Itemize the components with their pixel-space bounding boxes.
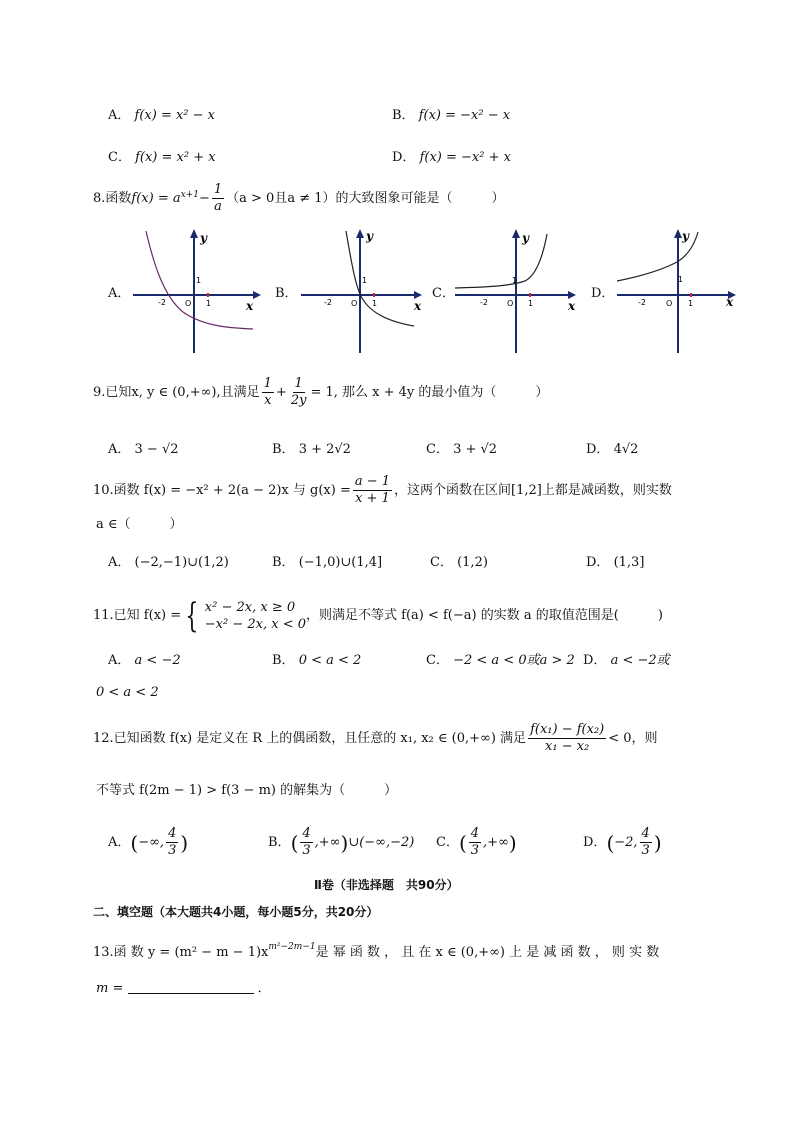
q12-frac-num: f(x₁) − f(x₂) — [530, 722, 605, 737]
q9-option-a-label: A． — [108, 442, 131, 457]
y-axis-arrow-icon — [674, 229, 682, 238]
q7-option-d — [392, 149, 511, 167]
q11-option-d — [583, 652, 670, 670]
q8-graph-a — [128, 226, 268, 356]
q13-stem — [93, 944, 659, 962]
frac-den: 3 — [168, 843, 177, 858]
q12-option-b: B． ( $\frac{4}{3}$ ,+∞ ) ∪(−∞,−2) — [268, 826, 415, 858]
curve-c — [455, 234, 547, 288]
q8-exponent: x+1 — [180, 190, 199, 200]
q10-option-c-value: (1,2) — [457, 555, 488, 570]
q8-minus: − — [198, 190, 210, 206]
frac-num: 4 — [168, 826, 177, 841]
q11-option-b-label: B． — [272, 653, 295, 668]
q10-option-b-value: (−1,0)∪(1,4] — [298, 555, 383, 570]
q11-case-1: x² − 2x, x ≥ 0 — [204, 600, 296, 615]
q12-option-a-frac — [166, 826, 178, 859]
q8-fraction — [212, 182, 224, 215]
y-label: y — [682, 229, 689, 243]
q12-frac-den: x₁ − x₂ — [545, 739, 590, 754]
y-axis-arrow-icon — [190, 229, 198, 238]
frac-den: 3 — [302, 843, 311, 858]
q13-suffix: 是 幂 函 数 ， 且 在 x ∈ (0,+∞) 上 是 减 函 数 ， 则 实 数 — [315, 945, 660, 960]
q12-option-d-frac — [640, 826, 652, 859]
tick-y1: 1 — [678, 275, 684, 284]
q12-option-b-frac — [300, 826, 312, 859]
q12-option-a-pre: −∞, — [138, 834, 165, 850]
tick-1: 1 — [528, 299, 534, 308]
tick-neg2: -2 — [324, 298, 332, 307]
q11-suffix: ，则满足不等式 f(a) < f(−a) 的实数 a 的取值范围是( ) — [306, 608, 663, 623]
q10-option-a — [108, 554, 229, 572]
q11-stem — [93, 596, 663, 636]
q9-frac1-den: x — [264, 393, 272, 408]
tick-1: 1 — [372, 299, 378, 308]
q12-option-c-frac — [469, 826, 481, 859]
q9-frac-1 — [262, 376, 274, 409]
frac-den: 3 — [641, 843, 650, 858]
q7-option-a — [108, 107, 215, 125]
x-axis-arrow-icon — [414, 291, 422, 299]
x-axis-arrow-icon — [568, 291, 576, 299]
q7-option-b-expr: f(x) = −x² − x — [418, 108, 511, 123]
x-label: x — [414, 299, 422, 313]
q11-option-d-label: D． — [583, 653, 607, 668]
tick-1: 1 — [206, 299, 212, 308]
q12-option-c: C． ( $\frac{4}{3}$ ,+∞ ) — [436, 826, 517, 858]
curve-b — [346, 231, 414, 326]
q12-option-b-post: ,+∞ — [314, 834, 341, 850]
q9-frac2-num: 1 — [294, 376, 303, 391]
y-label: y — [366, 229, 373, 243]
q9-option-b — [272, 441, 351, 459]
q13-exponent: m²−2m−1 — [268, 942, 316, 952]
frac-den: 3 — [470, 843, 480, 858]
q8-frac-num: 1 — [213, 182, 223, 197]
q12-suffix: < 0，则 — [608, 730, 658, 746]
q10-option-a-value: (−2,−1)∪(1,2) — [134, 555, 229, 570]
q10-frac-den: x + 1 — [355, 491, 390, 506]
tick-neg2: -2 — [158, 298, 166, 307]
q12-prefix: 12.已知函数 f(x) 是定义在 R 上的偶函数，且任意的 x₁, x₂ ∈ (0,+∞) 满足 — [93, 730, 527, 746]
q10-fraction — [353, 474, 392, 507]
q8-graph-c-label: C． — [432, 286, 455, 301]
q12-option-a-label: A． — [108, 834, 131, 850]
q10-line2: a ∈（ ） — [96, 517, 183, 532]
q11-piecewise — [181, 596, 306, 636]
q10-option-d — [586, 554, 644, 572]
q12-option-a: A． ( −∞, $\frac{4}{3}$ ) — [108, 826, 189, 858]
q13-answer-blank[interactable] — [128, 979, 254, 994]
q10-prefix: 10.函数 f(x) = −x² + 2(a − 2)x 与 g(x) = — [93, 482, 351, 498]
q9-option-d-value: 4√2 — [613, 442, 639, 457]
q9-option-d-label: D． — [586, 442, 610, 457]
q7-option-c-expr: f(x) = x² + x — [135, 150, 216, 165]
q8-graph-c — [450, 226, 590, 356]
y-label: y — [200, 231, 207, 245]
q10-frac-num: a − 1 — [354, 474, 391, 489]
y-axis-arrow-icon — [512, 229, 520, 238]
frac-num: 4 — [470, 826, 480, 841]
q7-option-c — [108, 149, 216, 167]
x-label: x — [246, 299, 254, 313]
q8-condition: （a > 0且a ≠ 1）的大致图象可能是（ ） — [226, 190, 505, 206]
q9-frac1-num: 1 — [263, 376, 272, 391]
q8-graph-d-label: D． — [591, 286, 615, 301]
q12-option-d-pre: −2, — [614, 834, 638, 850]
left-brace-icon: { — [185, 596, 199, 636]
q9-option-c-label: C． — [426, 442, 449, 457]
y-label: y — [522, 231, 529, 245]
q11-option-b — [272, 652, 361, 670]
q12-fraction — [528, 722, 606, 755]
q9-suffix: = 1, 那么 x + 4y 的最小值为（ ） — [310, 384, 549, 400]
q8-frac-den: a — [214, 199, 222, 214]
q11-option-a-label: A． — [108, 653, 131, 668]
tick-y1: 1 — [512, 276, 518, 285]
q9-option-d — [586, 441, 638, 459]
q7-option-d-expr: f(x) = −x² + x — [419, 150, 511, 165]
q9-frac2-den: 2y — [290, 393, 307, 408]
y-axis-arrow-icon — [356, 229, 364, 238]
tick-neg2: -2 — [638, 298, 646, 307]
q9-option-a-value: 3 − √2 — [134, 442, 179, 457]
x-axis-arrow-icon — [253, 291, 261, 299]
q11-option-d-value: a < −2或 — [610, 653, 670, 668]
q10-option-d-label: D． — [586, 555, 610, 570]
q11-option-a-value: a < −2 — [134, 653, 181, 668]
origin-label: O — [185, 299, 192, 308]
q10-suffix: ，这两个函数在区间[1,2]上都是减函数，则实数 — [394, 482, 672, 498]
q11-option-c-label: C． — [426, 653, 449, 668]
origin-label: O — [666, 299, 673, 308]
q11-case-2: −x² − 2x, x < 0 — [204, 617, 306, 632]
q9-frac-2 — [289, 376, 309, 409]
part2-title: Ⅱ卷（非选择题 共90分） — [314, 878, 459, 892]
x-label: x — [568, 299, 576, 313]
q11-option-b-value: 0 < a < 2 — [298, 653, 362, 668]
q8-stem — [93, 182, 505, 215]
q8-graph-b — [296, 226, 436, 356]
q12-option-c-label: C． — [436, 834, 459, 850]
q13-end: ． — [257, 981, 271, 996]
q9-option-a — [108, 441, 179, 459]
q8-graph-b-label: B． — [275, 286, 298, 301]
q10-option-d-value: (1,3] — [613, 555, 645, 570]
q9-stem — [93, 376, 548, 409]
q11-option-c — [426, 652, 575, 670]
q9-plus: + — [275, 384, 287, 400]
q7-option-b-label: B． — [392, 108, 415, 123]
q9-option-b-value: 3 + 2√2 — [298, 442, 351, 457]
q10-option-c-label: C． — [430, 555, 453, 570]
q7-option-d-label: D． — [392, 150, 416, 165]
q9-prefix: 9.已知x, y ∈ (0,+∞),且满足 — [93, 384, 260, 400]
q11-option-a — [108, 652, 181, 670]
q7-option-a-expr: f(x) = x² − x — [134, 108, 216, 123]
frac-num: 4 — [302, 826, 311, 841]
q10-option-c — [430, 554, 488, 572]
q7-option-c-label: C． — [108, 150, 131, 165]
q11-option-c-value: −2 < a < 0或a > 2 — [453, 653, 575, 668]
q8-graph-d — [612, 226, 742, 356]
q12-option-b-union: ∪(−∞,−2) — [348, 834, 415, 850]
q13-answer-line — [96, 979, 271, 998]
tick-neg2: -2 — [480, 298, 488, 307]
q8-expr-lhs: f(x) = a — [131, 190, 181, 206]
q12-option-b-label: B． — [268, 834, 291, 850]
q13-line2: m = — [96, 981, 124, 996]
x-label: x — [726, 295, 734, 309]
tick-y1: 1 — [362, 276, 368, 285]
q12-stem — [93, 722, 658, 755]
q9-option-c-value: 3 + √2 — [453, 442, 498, 457]
tick-y1: 1 — [196, 276, 202, 285]
q11-option-d-continued: 0 < a < 2 — [96, 685, 159, 700]
q10-option-b-label: B． — [272, 555, 295, 570]
tick-1: 1 — [688, 299, 694, 308]
q10-stem — [93, 474, 672, 507]
part2-section-heading: 二、填空题（本大题共4小题，每小题5分，共20分） — [93, 905, 379, 919]
q8-graph-a-label: A． — [108, 286, 131, 301]
q10-option-b — [272, 554, 382, 572]
q10-option-a-label: A． — [108, 555, 131, 570]
q13-prefix: 13.函 数 y = (m² − m − 1)x — [93, 945, 269, 960]
q8-prefix: 8.函数 — [93, 190, 132, 206]
q9-option-c — [426, 441, 497, 459]
q12-line2: 不等式 f(2m − 1) > f(3 − m) 的解集为（ ） — [96, 783, 398, 798]
q12-option-c-post: ,+∞ — [483, 834, 509, 850]
q11-prefix: 11.已知 f(x) = — [93, 608, 182, 623]
q7-option-a-label: A． — [108, 108, 131, 123]
origin-label: O — [507, 299, 514, 308]
q12-option-d: D． ( −2, $\frac{4}{3}$ ) — [583, 826, 662, 858]
q7-option-b — [392, 107, 510, 125]
origin-label: O — [351, 299, 358, 308]
q12-option-d-label: D． — [583, 834, 607, 850]
q9-option-b-label: B． — [272, 442, 295, 457]
frac-num: 4 — [641, 826, 650, 841]
